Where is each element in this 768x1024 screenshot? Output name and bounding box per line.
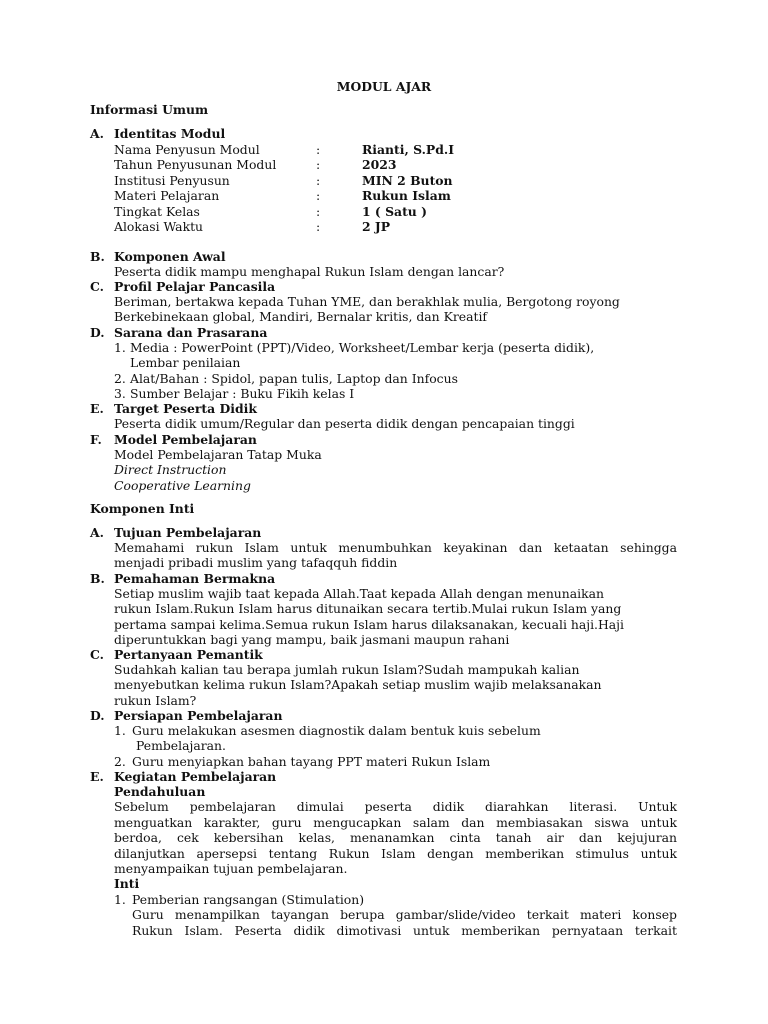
- identitas-row: [114, 219, 454, 234]
- text-line: Cooperative Learning: [114, 477, 251, 493]
- text-line: rukun Islam?: [114, 692, 197, 708]
- row-value: MIN 2 Buton: [362, 172, 453, 188]
- list-item: [114, 892, 677, 938]
- row-colon: :: [316, 203, 321, 219]
- row-value: Rianti, S.Pd.I: [362, 142, 455, 157]
- list-number: 1.: [114, 340, 126, 355]
- text-line: Media : PowerPoint (PPT)/Video, Worksheet/Lembar kerja (peserta didik),: [130, 340, 595, 355]
- text-line: Memahami rukun Islam untuk menumbuhkan keyakinan dan ketaatan sehingga: [114, 540, 677, 555]
- text-line: Direct Instruction: [114, 462, 227, 478]
- row-colon: :: [316, 172, 321, 188]
- row-colon: :: [316, 157, 321, 173]
- section-label: A.: [90, 126, 104, 141]
- section-title: Persiapan Pembelajaran: [114, 708, 283, 723]
- text-line: menyampaikan tujuan pembelajaran.: [114, 861, 348, 877]
- list-number: 2.: [114, 370, 126, 386]
- list-item: [114, 723, 677, 754]
- section-profil-pancasila: [90, 279, 690, 294]
- row-colon: :: [316, 142, 321, 157]
- section-title: Target Peserta Didik: [114, 401, 257, 416]
- section-kegiatan: [90, 769, 690, 784]
- section-label: C.: [90, 279, 104, 294]
- text-line: Sebelum pembelajaran dimulai peserta didik diarahkan literasi. Untuk: [114, 799, 677, 815]
- kegiatan-body: [114, 784, 677, 938]
- list-item: [114, 386, 677, 401]
- list-item: [114, 371, 677, 386]
- row-colon: :: [316, 188, 321, 204]
- subheading-pendahuluan: Pendahuluan: [114, 784, 206, 799]
- section-label: D.: [90, 325, 105, 340]
- text-line: Sudahkah kalian tau berapa jumlah rukun Islam?Sudah mampukah kalian: [114, 662, 580, 677]
- pertanyaan-text: [114, 662, 677, 708]
- row-value: Rukun Islam: [362, 188, 451, 204]
- text-line: Guru menampilkan tayangan berupa gambar/slide/video terkait materi konsep: [132, 907, 677, 923]
- section-title: Profil Pelajar Pancasila: [114, 279, 276, 294]
- text-line: Sumber Belajar : Buku Fikih kelas I: [130, 386, 355, 402]
- list-number: 2.: [114, 753, 126, 769]
- document-title: MODUL AJAR: [336, 79, 432, 94]
- text-line: menguatkan karakter, guru mengucapkan salam dan membiasakan siswa untuk: [114, 814, 677, 830]
- list-number: 1.: [114, 723, 126, 738]
- sarana-list: [114, 340, 677, 402]
- identitas-row: [114, 142, 454, 157]
- row-key: Tahun Penyusunan Modul: [114, 157, 277, 173]
- section-title: Model Pembelajaran: [114, 432, 257, 447]
- komponen-awal-text: Peserta didik mampu menghapal Rukun Islam dengan lancar?: [114, 264, 505, 279]
- section-komponen-awal: [90, 249, 690, 264]
- text-line: Rukun Islam. Peserta didik dimotivasi untuk memberikan pernyataan terkait: [132, 922, 677, 938]
- row-key: Alokasi Waktu: [114, 218, 204, 234]
- section-label: B.: [90, 249, 105, 264]
- text-line: Guru melakukan asesmen diagnostik dalam bentuk kuis sebelum: [132, 723, 541, 738]
- row-key: Materi Pelajaran: [114, 188, 220, 204]
- row-colon: :: [316, 218, 321, 234]
- heading-komponen-inti: Komponen Inti: [90, 501, 195, 516]
- row-value: 2023: [362, 157, 397, 173]
- section-title: Sarana dan Prasarana: [114, 325, 268, 340]
- section-pemahaman: [90, 571, 690, 586]
- text-line: dilanjutkan apersepsi tentang Rukun Islam dengan memberikan stimulus untuk: [114, 845, 677, 861]
- section-label: F.: [90, 432, 102, 447]
- text-line: Alat/Bahan : Spidol, papan tulis, Laptop dan Infocus: [130, 370, 458, 386]
- text-line: Model Pembelajaran Tatap Muka: [114, 447, 322, 462]
- text-line: Guru menyiapkan bahan tayang PPT materi Rukun Islam: [132, 753, 491, 769]
- profil-text: [114, 294, 677, 325]
- section-title: Pemahaman Bermakna: [114, 571, 276, 586]
- identitas-row: [114, 204, 454, 219]
- pemahaman-text: [114, 586, 677, 648]
- tujuan-text: [114, 540, 677, 571]
- text-line: Lembar penilaian: [130, 355, 241, 371]
- heading-informasi-umum: Informasi Umum: [90, 102, 209, 117]
- section-sarana-prasarana: [90, 325, 690, 340]
- section-tujuan: [90, 525, 690, 540]
- text-line: Pembelajaran.: [136, 738, 226, 754]
- subheading-inti: Inti: [114, 876, 140, 892]
- section-model: [90, 432, 690, 447]
- section-title: Kegiatan Pembelajaran: [114, 769, 277, 784]
- section-label: E.: [90, 769, 104, 784]
- text-line: Setiap muslim wajib taat kepada Allah.Taat kepada Allah dengan menunaikan: [114, 586, 604, 601]
- text-line: menjadi pribadi muslim yang tafaqquh fiddin: [114, 555, 398, 571]
- section-pertanyaan: [90, 647, 690, 662]
- text-line: berdoa, cek kebersihan kelas, menanamkan cinta tanah air dan kejujuran: [114, 830, 677, 846]
- row-value: 1 ( Satu ): [362, 203, 427, 219]
- text-line: rukun Islam.Rukun Islam harus ditunaikan secara tertib.Mulai rukun Islam yang: [114, 601, 622, 617]
- section-label: C.: [90, 647, 104, 662]
- list-item: [114, 340, 677, 371]
- section-target: [90, 401, 690, 416]
- text-line: Beriman, bertakwa kepada Tuhan YME, dan berakhlak mulia, Bergotong royong: [114, 294, 620, 309]
- text-line: pertama sampai kelima.Semua rukun Islam harus dilaksanakan, kecuali haji.Haji: [114, 616, 624, 632]
- persiapan-list: [114, 723, 677, 769]
- section-title: Tujuan Pembelajaran: [114, 525, 262, 540]
- row-key: Institusi Penyusun: [114, 172, 230, 188]
- text-line: Berkebinekaan global, Mandiri, Bernalar kritis, dan Kreatif: [114, 309, 488, 325]
- text-line: Pemberian rangsangan (Stimulation): [132, 891, 365, 907]
- section-title: Pertanyaan Pemantik: [114, 647, 263, 662]
- section-label: B.: [90, 571, 105, 586]
- list-item: [114, 754, 677, 769]
- section-title: Identitas Modul: [114, 126, 226, 141]
- section-label: A.: [90, 525, 104, 540]
- target-text: Peserta didik umum/Regular dan peserta didik dengan pencapaian tinggi: [114, 416, 575, 431]
- section-title: Komponen Awal: [114, 249, 226, 264]
- identitas-table: [114, 142, 454, 234]
- section-label: D.: [90, 708, 105, 723]
- identitas-row: [114, 173, 454, 188]
- row-key: Nama Penyusun Modul: [114, 142, 260, 157]
- identitas-row: [114, 188, 454, 203]
- text-line: menyebutkan kelima rukun Islam?Apakah setiap muslim wajib melaksanakan: [114, 677, 602, 693]
- text-line: diperuntukkan bagi yang mampu, baik jasmani maupun rahani: [114, 632, 510, 648]
- list-number: 3.: [114, 386, 126, 402]
- section-identitas-modul: [90, 126, 690, 141]
- row-value: 2 JP: [362, 218, 391, 234]
- row-key: Tingkat Kelas: [114, 203, 200, 219]
- section-persiapan: [90, 708, 690, 723]
- model-text: [114, 447, 677, 493]
- section-label: E.: [90, 401, 104, 416]
- list-number: 1.: [114, 891, 126, 907]
- identitas-row: [114, 157, 454, 172]
